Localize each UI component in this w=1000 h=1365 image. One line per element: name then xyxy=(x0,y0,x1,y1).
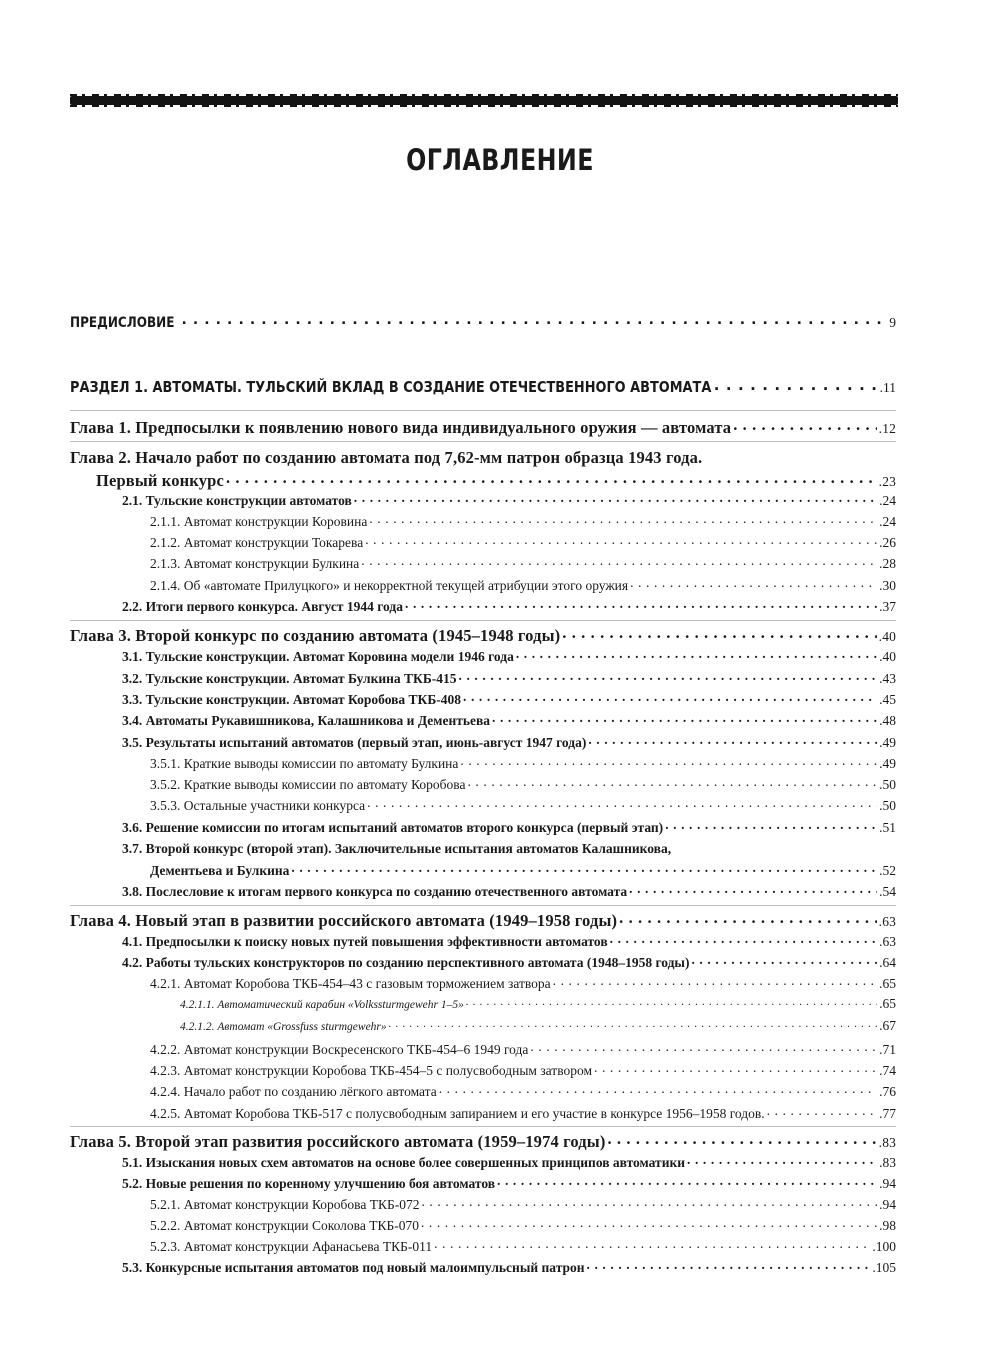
toc-entry-page: .105 xyxy=(872,1259,896,1275)
toc-entry-text: Глава 1. Предпосылки к появлению нового вида индивидуального оружия — автомата xyxy=(70,417,732,437)
toc-entry-text: 3.1. Тульские конструкции. Автомат Коровина модели 1946 года xyxy=(122,648,514,664)
toc-entry-3-2[interactable] xyxy=(122,669,896,687)
toc-entry-3-7-line1[interactable] xyxy=(122,839,896,857)
toc-entry-4-2[interactable] xyxy=(122,953,896,971)
toc-entry-text: 3.4. Автоматы Рукавишникова, Калашникова и Дементьева xyxy=(122,712,491,728)
toc-entry-page: .98 xyxy=(879,1217,896,1233)
toc-entry-page: .37 xyxy=(879,598,896,614)
toc-entry-page: .50 xyxy=(879,797,896,813)
toc-entry-text: 3.2. Тульские конструкции. Автомат Булкина ТКБ-415 xyxy=(122,670,457,686)
toc-entry-5-3[interactable] xyxy=(122,1258,896,1276)
toc-entry-page: .30 xyxy=(879,577,896,593)
toc-entry-page: .65 xyxy=(879,975,896,991)
toc-entry-page: .45 xyxy=(879,691,896,707)
toc-entry-2-1[interactable] xyxy=(122,491,896,509)
toc-entry-page: .76 xyxy=(879,1083,896,1099)
toc-entry-text: 4.1. Предпосылки к поиску новых путей повышения эффективности автоматов xyxy=(122,933,608,949)
toc-entry-page: .24 xyxy=(879,513,896,529)
toc-entry-text: Глава 2. Начало работ по созданию автомата под 7,62-мм патрон образца 1943 года. xyxy=(70,447,703,467)
toc-entry-3-3[interactable] xyxy=(122,690,896,708)
toc-entry-text: 5.2. Новые решения по коренному улучшению боя автоматов xyxy=(122,1175,496,1191)
toc-entry-page: .24 xyxy=(879,492,896,508)
divider xyxy=(70,620,896,621)
toc-entry-page: .50 xyxy=(879,776,896,792)
toc-entry-section-1[interactable] xyxy=(70,377,896,396)
toc-entry-page: .94 xyxy=(879,1175,896,1191)
toc-entry-page: .77 xyxy=(879,1105,896,1121)
toc-entry-text: 4.2.1. Автомат Коробова ТКБ-454–43 с газовым торможением затвора xyxy=(150,975,551,991)
toc-entry-4-2-2[interactable] xyxy=(150,1040,896,1058)
toc-entry-3-7-line2[interactable] xyxy=(150,861,896,879)
toc-entry-3-5-3[interactable] xyxy=(150,796,896,814)
toc-entry-3-4[interactable] xyxy=(122,711,896,729)
toc-entry-5-1[interactable] xyxy=(122,1153,896,1171)
toc-entry-page: .64 xyxy=(879,954,896,970)
toc-entry-chapter-3[interactable] xyxy=(70,624,896,646)
divider xyxy=(70,441,896,442)
toc-entry-page: .100 xyxy=(872,1238,896,1254)
toc-entry-3-1[interactable] xyxy=(122,647,896,665)
toc-entry-text: 5.2.3. Автомат конструкции Афанасьева ТКБ-011 xyxy=(150,1238,433,1254)
toc-entry-chapter-2-line1[interactable] xyxy=(70,446,896,468)
toc-entry-text: Глава 5. Второй этап развития российского автомата (1959–1974 годы) xyxy=(70,1131,606,1151)
toc-entry-preface[interactable] xyxy=(70,313,896,331)
toc-entry-page: .12 xyxy=(878,420,896,436)
toc-entry-page: .43 xyxy=(879,670,896,686)
toc-entry-3-5-2[interactable] xyxy=(150,775,896,793)
toc-entry-3-5[interactable] xyxy=(122,733,896,751)
toc-entry-5-2-1[interactable] xyxy=(150,1195,896,1213)
toc-entry-chapter-5[interactable] xyxy=(70,1130,896,1152)
toc-entry-page: .52 xyxy=(879,862,896,878)
toc-entry-page: 9 xyxy=(889,315,896,330)
toc-entry-text: ПРЕДИСЛОВИЕ xyxy=(70,315,175,331)
toc-entry-4-2-1-1[interactable] xyxy=(180,996,896,1012)
toc-entry-text: 3.5.2. Краткие выводы комиссии по автомату Коробова xyxy=(150,776,466,792)
toc-entry-4-2-4[interactable] xyxy=(150,1082,896,1100)
toc-entry-text: Глава 4. Новый этап в развитии российского автомата (1949–1958 годы) xyxy=(70,910,618,930)
toc-entry-text: 4.2.1.2. Автомат «Grossfuss sturmgewehr» xyxy=(180,1021,387,1033)
toc-entry-page: .26 xyxy=(879,534,896,550)
toc-entry-page: .40 xyxy=(879,648,896,664)
toc-entry-text: 2.1.1. Автомат конструкции Коровина xyxy=(150,513,368,529)
page-title: ОГЛАВЛЕНИЕ xyxy=(406,143,594,177)
toc-entry-text: 2.2. Итоги первого конкурса. Август 1944 года xyxy=(122,598,404,614)
toc-entry-page: .51 xyxy=(879,819,896,835)
toc-entry-text: 3.5. Результаты испытаний автоматов (первый этап, июнь-август 1947 года) xyxy=(122,734,587,750)
toc-entry-text: 2.1. Тульские конструкции автоматов xyxy=(122,492,352,508)
toc-entry-4-2-1[interactable] xyxy=(150,974,896,992)
toc-entry-page: .48 xyxy=(879,712,896,728)
toc-entry-page: .94 xyxy=(879,1196,896,1212)
toc-entry-text: 5.2.1. Автомат конструкции Коробова ТКБ-072 xyxy=(150,1196,420,1212)
toc-entry-text: 2.1.4. Об «автомате Прилуцкого» и некорректной текущей атрибуции этого оружия xyxy=(150,577,629,593)
toc-entry-text: 4.2.2. Автомат конструкции Воскресенского ТКБ-454–6 1949 года xyxy=(150,1041,529,1057)
toc-entry-text: 4.2.3. Автомат конструкции Коробова ТКБ-454–5 с полусвободным затвором xyxy=(150,1062,593,1078)
toc-entry-text: 3.8. Послесловие к итогам первого конкурса по созданию отечественного автомата xyxy=(122,883,628,899)
toc-entry-page: .49 xyxy=(879,755,896,771)
toc-entry-chapter-2-line2[interactable] xyxy=(96,469,896,491)
divider xyxy=(70,1126,896,1127)
toc-entry-page: .71 xyxy=(879,1041,896,1057)
toc-entry-text: 3.5.3. Остальные участники конкурса xyxy=(150,797,366,813)
toc-entry-2-2[interactable] xyxy=(122,597,896,615)
toc-entry-page: .23 xyxy=(878,473,896,489)
toc-entry-text: РАЗДЕЛ 1. АВТОМАТЫ. ТУЛЬСКИЙ ВКЛАД В СОЗДАНИЕ ОТЕЧЕСТВЕННОГО АВТОМАТА xyxy=(70,378,712,396)
toc-entry-3-5-1[interactable] xyxy=(150,754,896,772)
toc-entry-2-1-3[interactable] xyxy=(150,554,896,572)
toc-entry-text: Дементьева и Булкина xyxy=(150,862,290,878)
toc-entry-text: 3.6. Решение комиссии по итогам испытаний автоматов второго конкурса (первый этап) xyxy=(122,819,664,835)
toc-entry-3-6[interactable] xyxy=(122,818,896,836)
toc-entry-2-1-1[interactable] xyxy=(150,512,896,530)
toc-entry-text: 3.5.1. Краткие выводы комиссии по автомату Булкина xyxy=(150,755,459,771)
toc-entry-text: 2.1.2. Автомат конструкции Токарева xyxy=(150,534,364,550)
toc-entry-text: 3.7. Второй конкурс (второй этап). Заключительные испытания автоматов Калашникова, xyxy=(122,840,672,856)
toc-entry-page: .40 xyxy=(878,628,896,644)
toc-entry-text: 2.1.3. Автомат конструкции Булкина xyxy=(150,555,360,571)
toc-entry-4-2-5[interactable] xyxy=(150,1104,896,1122)
toc-entry-4-1[interactable] xyxy=(122,932,896,950)
toc-entry-5-2-2[interactable] xyxy=(150,1216,896,1234)
toc-entry-chapter-4[interactable] xyxy=(70,909,896,931)
toc-entry-text: Глава 3. Второй конкурс по созданию автомата (1945–1948 годы) xyxy=(70,625,561,645)
top-decorative-bar xyxy=(70,96,898,105)
toc-entry-page: .83 xyxy=(878,1134,896,1150)
toc-entry-page: .28 xyxy=(879,555,896,571)
toc-entry-5-2-3[interactable] xyxy=(150,1237,896,1255)
toc-entry-page: .65 xyxy=(879,996,896,1011)
toc-entry-page: .83 xyxy=(879,1154,896,1170)
toc-entry-text: Первый конкурс xyxy=(96,470,224,490)
toc-entry-text: 5.3. Конкурсные испытания автоматов под новый малоимпульсный патрон xyxy=(122,1259,585,1275)
toc-entry-page: .67 xyxy=(879,1018,896,1033)
toc-entry-page: .63 xyxy=(879,933,896,949)
toc-entry-5-2[interactable] xyxy=(122,1174,896,1192)
toc-entry-text: 4.2.5. Автомат Коробова ТКБ-517 с полусвободным запиранием и его участие в конкурсе 1956–1958 годов. xyxy=(150,1105,765,1121)
toc-entry-3-8[interactable] xyxy=(122,882,896,900)
toc-entry-chapter-1[interactable] xyxy=(70,416,896,438)
toc-entry-text: 4.2.1.1. Автоматический карабин «Volkssturmgewehr 1–5» xyxy=(180,999,464,1011)
toc-entry-text: 4.2. Работы тульских конструкторов по созданию перспективного автомата (1948–1958 годы) xyxy=(122,954,690,970)
toc-entry-page: .63 xyxy=(878,913,896,929)
toc-entry-4-2-3[interactable] xyxy=(150,1061,896,1079)
toc-entry-text: 5.2.2. Автомат конструкции Соколова ТКБ-070 xyxy=(150,1217,419,1233)
toc-entry-page: .74 xyxy=(879,1062,896,1078)
toc-entry-page: .54 xyxy=(879,883,896,899)
toc-entry-text: 4.2.4. Начало работ по созданию лёгкого автомата xyxy=(150,1083,437,1099)
toc-entry-text: 5.1. Изыскания новых схем автоматов на основе более совершенных принципов автоматики xyxy=(122,1154,686,1170)
toc-entry-2-1-4[interactable] xyxy=(150,576,896,594)
toc-entry-page: .11 xyxy=(879,380,896,395)
toc-entry-2-1-2[interactable] xyxy=(150,533,896,551)
toc-entry-page: .49 xyxy=(879,734,896,750)
toc-entry-4-2-1-2[interactable] xyxy=(180,1018,896,1034)
divider xyxy=(70,905,896,906)
toc-entry-text: 3.3. Тульские конструкции. Автомат Коробова ТКБ-408 xyxy=(122,691,462,707)
divider xyxy=(70,410,896,411)
